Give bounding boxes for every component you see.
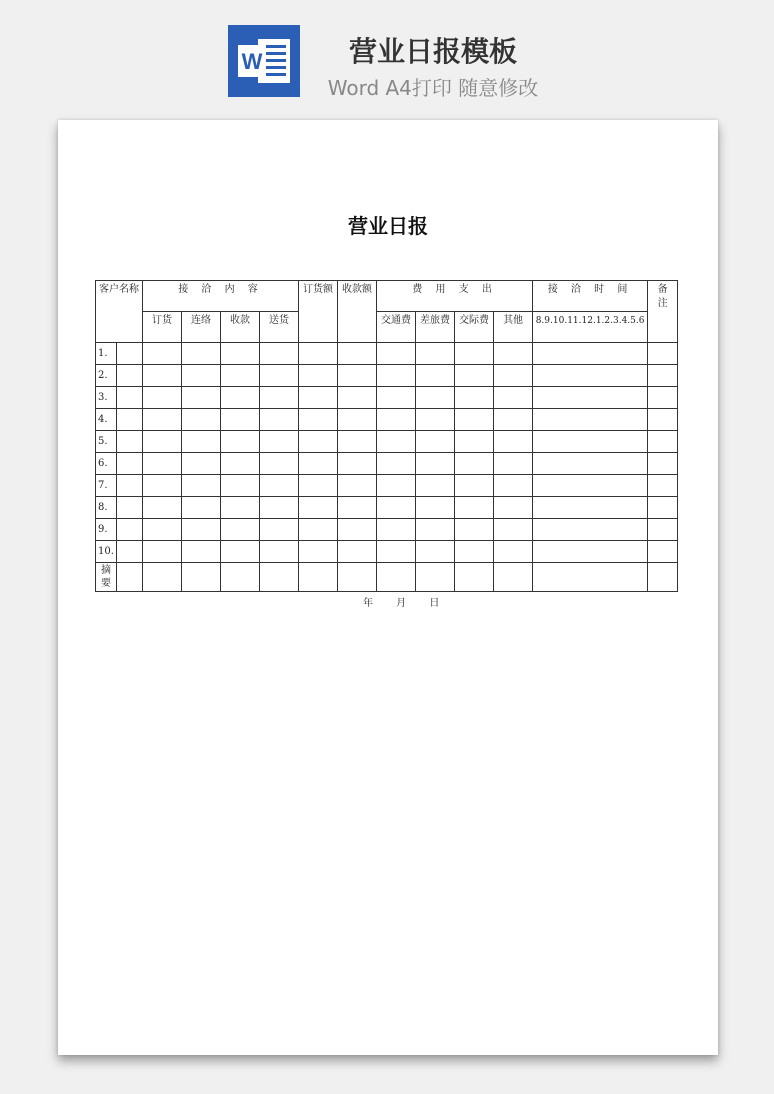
table-cell[interactable] — [377, 541, 416, 563]
table-cell[interactable] — [416, 343, 455, 365]
header-expense: 费 用 支 出 — [377, 281, 533, 312]
sub-header-hours: 8.9.10.11.12.1.2.3.4.5.6 — [533, 312, 648, 343]
table-cell[interactable] — [377, 431, 416, 453]
table-cell[interactable] — [455, 475, 494, 497]
table-cell[interactable] — [117, 475, 143, 497]
table-cell[interactable] — [533, 563, 648, 592]
table-cell[interactable] — [143, 497, 182, 519]
table-cell[interactable] — [455, 365, 494, 387]
table-cell[interactable] — [299, 475, 338, 497]
sub-header: 送货 — [260, 312, 299, 343]
table-cell[interactable] — [338, 475, 377, 497]
table-cell[interactable] — [182, 431, 221, 453]
table-row — [96, 409, 678, 431]
table-cell[interactable] — [221, 387, 260, 409]
table-cell[interactable] — [182, 541, 221, 563]
table-cell[interactable] — [494, 409, 533, 431]
table-cell[interactable] — [494, 519, 533, 541]
table-row — [96, 343, 678, 365]
sub-header: 交通费 — [377, 312, 416, 343]
summary-label: 摘要 — [96, 563, 117, 592]
table-cell[interactable] — [455, 343, 494, 365]
header-receipt-amount: 收款额 — [338, 281, 377, 343]
table-cell[interactable] — [533, 475, 648, 497]
sub-header: 连络 — [182, 312, 221, 343]
table-cell[interactable] — [648, 453, 678, 475]
table-cell[interactable] — [260, 453, 299, 475]
table-cell[interactable] — [182, 343, 221, 365]
table-cell[interactable] — [338, 563, 377, 592]
table-cell[interactable] — [648, 475, 678, 497]
table-cell[interactable] — [260, 497, 299, 519]
table-cell[interactable] — [455, 409, 494, 431]
row-number: 10. — [96, 541, 117, 563]
date-line: 年 月 日 — [363, 598, 440, 609]
table-cell[interactable] — [143, 343, 182, 365]
table-cell[interactable] — [533, 431, 648, 453]
table-cell[interactable] — [648, 563, 678, 592]
table-cell[interactable] — [377, 387, 416, 409]
table-cell[interactable] — [117, 519, 143, 541]
sub-header: 订货 — [143, 312, 182, 343]
table-cell[interactable] — [648, 541, 678, 563]
row-number: 5. — [96, 431, 117, 453]
table-row — [96, 497, 678, 519]
table-cell[interactable] — [299, 563, 338, 592]
table-cell[interactable] — [377, 475, 416, 497]
row-number: 9. — [96, 519, 117, 541]
table-cell[interactable] — [221, 563, 260, 592]
table-cell[interactable] — [494, 541, 533, 563]
table-cell[interactable] — [299, 365, 338, 387]
table-cell[interactable] — [260, 409, 299, 431]
table-cell[interactable] — [494, 431, 533, 453]
svg-text:W: W — [241, 49, 263, 74]
table-row — [96, 387, 678, 409]
table-cell[interactable] — [182, 519, 221, 541]
row-number: 6. — [96, 453, 117, 475]
header-reception: 接 洽 内 容 — [143, 281, 299, 312]
table-cell[interactable] — [221, 475, 260, 497]
table-cell[interactable] — [143, 387, 182, 409]
table-cell[interactable] — [533, 343, 648, 365]
table-cell[interactable] — [117, 365, 143, 387]
table-row — [96, 431, 678, 453]
table-cell[interactable] — [416, 365, 455, 387]
table-cell[interactable] — [416, 541, 455, 563]
table-cell[interactable] — [143, 563, 182, 592]
header-time: 接 洽 时 间 — [533, 281, 648, 312]
table-cell[interactable] — [117, 431, 143, 453]
table-cell[interactable] — [377, 519, 416, 541]
table-cell[interactable] — [455, 387, 494, 409]
header-customer: 客户名称 — [96, 281, 143, 343]
table-cell[interactable] — [260, 343, 299, 365]
sub-header: 差旅费 — [416, 312, 455, 343]
template-title: 营业日报模板 — [348, 35, 517, 68]
table-cell[interactable] — [117, 563, 143, 592]
template-subtitle: Word A4打印 随意修改 — [327, 76, 539, 100]
table-cell[interactable] — [494, 365, 533, 387]
table-cell[interactable] — [416, 431, 455, 453]
table-cell[interactable] — [338, 387, 377, 409]
table-cell[interactable] — [533, 387, 648, 409]
table-cell[interactable] — [117, 343, 143, 365]
table-cell[interactable] — [648, 497, 678, 519]
table-cell[interactable] — [299, 519, 338, 541]
table-cell[interactable] — [117, 497, 143, 519]
table-cell[interactable] — [648, 365, 678, 387]
table-row — [96, 541, 678, 563]
table-cell[interactable] — [377, 563, 416, 592]
table-cell[interactable] — [143, 519, 182, 541]
table-cell[interactable] — [338, 431, 377, 453]
table-cell[interactable] — [455, 431, 494, 453]
table-cell[interactable] — [299, 541, 338, 563]
table-cell[interactable] — [648, 519, 678, 541]
table-cell[interactable] — [299, 409, 338, 431]
row-number: 7. — [96, 475, 117, 497]
row-number: 8. — [96, 497, 117, 519]
word-icon — [228, 25, 300, 97]
table-cell[interactable] — [143, 475, 182, 497]
table-cell[interactable] — [648, 409, 678, 431]
table-cell[interactable] — [338, 409, 377, 431]
table-cell[interactable] — [221, 497, 260, 519]
table-cell[interactable] — [648, 343, 678, 365]
table-cell[interactable] — [182, 563, 221, 592]
table-row — [96, 365, 678, 387]
table-cell[interactable] — [494, 343, 533, 365]
table-cell[interactable] — [182, 497, 221, 519]
table-cell[interactable] — [143, 431, 182, 453]
table-cell[interactable] — [117, 453, 143, 475]
table-cell[interactable] — [221, 409, 260, 431]
table-cell[interactable] — [299, 431, 338, 453]
table-cell[interactable] — [143, 409, 182, 431]
row-number: 1. — [96, 343, 117, 365]
table-cell[interactable] — [338, 497, 377, 519]
table-cell[interactable] — [143, 541, 182, 563]
document-title: 营业日报 — [348, 214, 428, 238]
table-cell[interactable] — [338, 365, 377, 387]
table-cell[interactable] — [455, 563, 494, 592]
table-cell[interactable] — [221, 453, 260, 475]
table-cell[interactable] — [143, 453, 182, 475]
row-number: 2. — [96, 365, 117, 387]
table-cell[interactable] — [117, 387, 143, 409]
table-cell[interactable] — [533, 497, 648, 519]
table-cell[interactable] — [182, 409, 221, 431]
sub-header: 交际费 — [455, 312, 494, 343]
table-cell[interactable] — [338, 453, 377, 475]
table-cell[interactable] — [182, 387, 221, 409]
table-cell[interactable] — [299, 343, 338, 365]
table-cell[interactable] — [455, 453, 494, 475]
table-cell[interactable] — [494, 497, 533, 519]
table-cell[interactable] — [299, 387, 338, 409]
table-cell[interactable] — [117, 541, 143, 563]
table-cell[interactable] — [260, 431, 299, 453]
table-row — [96, 519, 678, 541]
table-cell[interactable] — [533, 365, 648, 387]
table-cell[interactable] — [377, 365, 416, 387]
table-cell[interactable] — [494, 387, 533, 409]
daily-report-table — [95, 280, 678, 592]
table-cell[interactable] — [455, 541, 494, 563]
table-cell[interactable] — [117, 409, 143, 431]
table-cell[interactable] — [377, 409, 416, 431]
table-cell[interactable] — [260, 475, 299, 497]
table-cell[interactable] — [377, 497, 416, 519]
table-cell[interactable] — [338, 541, 377, 563]
table-cell[interactable] — [416, 475, 455, 497]
table-cell[interactable] — [533, 541, 648, 563]
table-cell[interactable] — [416, 453, 455, 475]
table-cell[interactable] — [260, 387, 299, 409]
table-row — [96, 475, 678, 497]
table-cell[interactable] — [416, 519, 455, 541]
table-cell[interactable] — [455, 497, 494, 519]
table-cell[interactable] — [455, 519, 494, 541]
table-cell[interactable] — [648, 431, 678, 453]
table-cell[interactable] — [338, 343, 377, 365]
document-page — [58, 120, 718, 1055]
sub-header: 收款 — [221, 312, 260, 343]
sub-header: 其他 — [494, 312, 533, 343]
table-cell[interactable] — [494, 475, 533, 497]
table-cell[interactable] — [221, 343, 260, 365]
table-cell[interactable] — [182, 365, 221, 387]
table-cell[interactable] — [299, 497, 338, 519]
table-cell[interactable] — [182, 453, 221, 475]
table-cell[interactable] — [494, 453, 533, 475]
table-cell[interactable] — [338, 519, 377, 541]
table-cell[interactable] — [416, 497, 455, 519]
table-cell[interactable] — [648, 387, 678, 409]
table-cell[interactable] — [221, 519, 260, 541]
table-cell[interactable] — [221, 365, 260, 387]
table-cell[interactable] — [260, 541, 299, 563]
table-cell[interactable] — [416, 563, 455, 592]
table-cell[interactable] — [494, 563, 533, 592]
table-cell[interactable] — [533, 409, 648, 431]
table-cell[interactable] — [377, 343, 416, 365]
table-cell[interactable] — [260, 365, 299, 387]
table-cell[interactable] — [416, 387, 455, 409]
table-cell[interactable] — [221, 541, 260, 563]
table-cell[interactable] — [221, 431, 260, 453]
table-cell[interactable] — [533, 519, 648, 541]
row-number: 4. — [96, 409, 117, 431]
table-cell[interactable] — [299, 453, 338, 475]
table-cell[interactable] — [260, 519, 299, 541]
table-cell[interactable] — [182, 475, 221, 497]
header-remark: 备注 — [648, 281, 678, 343]
table-cell[interactable] — [260, 563, 299, 592]
table-row — [96, 453, 678, 475]
row-number: 3. — [96, 387, 117, 409]
table-cell[interactable] — [533, 453, 648, 475]
table-cell[interactable] — [143, 365, 182, 387]
header-order-amount: 订货额 — [299, 281, 338, 343]
table-cell[interactable] — [416, 409, 455, 431]
template-header — [0, 0, 774, 110]
table-cell[interactable] — [377, 453, 416, 475]
